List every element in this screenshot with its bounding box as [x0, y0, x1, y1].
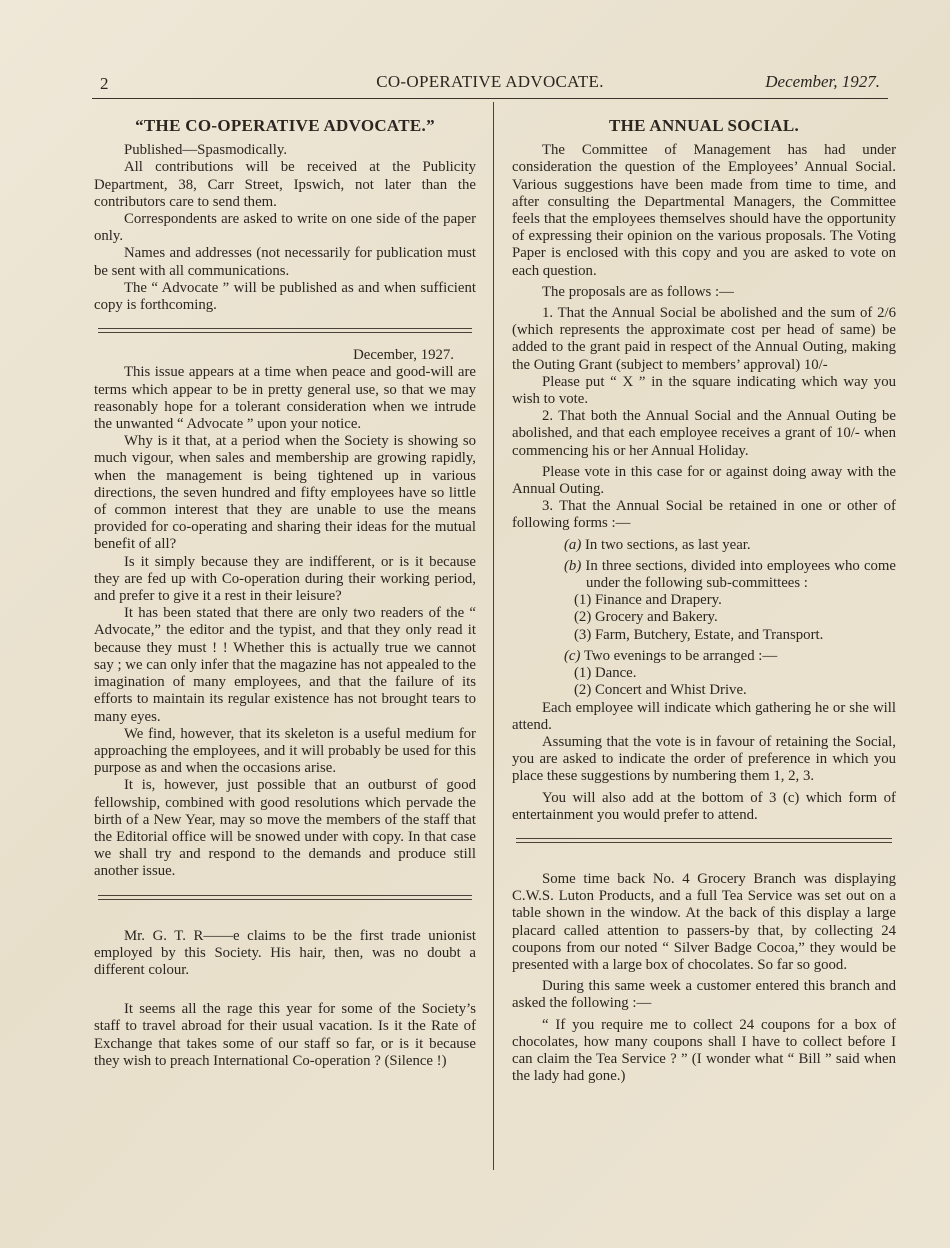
publication-title: CO-OPERATIVE ADVOCATE. [376, 72, 604, 91]
social-intro: The Committee of Management has had under consideration the question of the Employees’ Annual Social. Various suggestions have been made from time to time, and after consulting the Departmental Managers, the Committee feels that the employees themselves should have the opportunity of expressing their opinion on the various proposals. The Voting Paper is enclosed with this copy and you are asked to vote on each question. [512, 142, 896, 279]
annual-social-title: THE ANNUAL SOCIAL. [608, 116, 800, 135]
option-b-item: (2) Grocery and Bakery. [574, 609, 718, 626]
section-divider [98, 328, 472, 333]
proposal-2-note: Please vote in this case for or against doing away with the Annual Outing. [512, 463, 896, 498]
story-quote: “ If you require me to collect 24 coupons for a box of chocolates, how many coupons shall I have to collect before I can claim the Tea Service ? ” (I wonder what “ Bill ” said when the lady had gone.) [512, 1016, 896, 1085]
proposal-1: 1. That the Annual Social be abolished and the sum of 2/6 (which represents the approximate cost per head of same) be added to the grant paid in respect of the Annual Outing, making the Outing Grant (subject to members’ approval) 10/- [512, 305, 896, 373]
page-header [92, 68, 888, 99]
masthead-contributions: All contributions will be received at the Publicity Department, 38, Carr Street, Ipswich, not later than the contributors care to send them. [94, 159, 476, 210]
proposal-3: 3. That the Annual Social be retained in one or other of following forms :— [512, 498, 896, 532]
add-entertainment: You will also add at the bottom of 3 (c) which form of entertainment you would prefer to attend. [512, 789, 896, 823]
editorial-paragraph: This issue appears at a time when peace and good-will are terms which appear to be in pretty general use, so that we may reasonably hope for a tolerant consideration when we intrude the unwanted “ Advocate ” upon your notice. [94, 364, 476, 433]
story-display: Some time back No. 4 Grocery Branch was displaying C.W.S. Luton Products, and a full Tea Service was set out on a table shown in the window. At the back of this display a large placard called attention to passers-by that, by collecting 24 coupons from our noted “ Silver Badge Cocoa,” they would be presented with a large box of chocolates. So far so good. [512, 870, 896, 973]
option-a: (a) In two sections, as last year. [564, 536, 751, 553]
editorial-paragraph: It has been stated that there are only two readers of the “ Advocate,” the editor and the typist, and that they only read it because they must ! ! Whether this is actually true we cannot say ; we can only infer that the magazine has not appealed to the imagination of many employees, and that the failure of its efforts to maintain its regular existence has not brought tears to many eyes. [94, 605, 476, 725]
editorial-date: December, 1927. [353, 347, 454, 364]
option-c-item: (2) Concert and Whist Drive. [574, 682, 747, 699]
assuming-vote: Assuming that the vote is in favour of retaining the Social, you are asked to indicate the order of preference in which you place these suggestions by numbering them 1, 2, 3. [512, 733, 896, 785]
page-number: 2 [100, 74, 109, 93]
option-c: (c) Two evenings to be arranged :— [564, 647, 778, 664]
option-b: (b) In three sections, divided into employees who come under the following sub-committees : [564, 557, 896, 592]
masthead-correspondents: Correspondents are asked to write on one side of the paper only. [94, 211, 476, 245]
section-divider [516, 838, 892, 843]
masthead-names: Names and addresses (not necessarily for publication must be sent with all communications. [94, 245, 476, 279]
editorial-paragraph: Is it simply because they are indifferent, or is it because they are fed up with Co-operation during their working period, and prefer to give it a rest in their leisure? [94, 553, 476, 605]
each-employee: Each employee will indicate which gathering he or she will attend. [512, 699, 896, 733]
masthead-advocate: The “ Advocate ” will be published as and when sufficient copy is forthcoming. [94, 279, 476, 314]
option-b-item: (3) Farm, Butchery, Estate, and Transport. [574, 626, 824, 643]
right-column [512, 112, 896, 1085]
left-column [94, 112, 476, 1070]
column-divider [493, 102, 494, 1170]
proposal-1-note: Please put “ X ” in the square indicating which way you wish to vote. [512, 373, 896, 408]
editorial-paragraph: We find, however, that its skeleton is a useful medium for approaching the employees, and it will probably be used for this purpose as and when the occasions arise. [94, 725, 476, 777]
masthead-title: “THE CO-OPERATIVE ADVOCATE.” [135, 116, 435, 135]
story-customer: During this same week a customer entered this branch and asked the following :— [512, 978, 896, 1012]
masthead-published: Published—Spasmodically. [124, 142, 288, 159]
editorial-paragraph: It is, however, just possible that an outburst of good fellowship, combined with good resolutions which pervade the birth of a New Year, may so move the members of the staff that the Editorial office will be snowed under with copy. In that case we shall try and respond to the demands and produce still another issue. [94, 777, 476, 880]
note-travel-abroad: It seems all the rage this year for some of the Society’s staff to travel abroad for their usual vacation. Is it the Rate of Exchange that takes some of our staff so far, or is it because they wish to preach International Co-operation ? (Silence !) [94, 1001, 476, 1069]
option-c-item: (1) Dance. [574, 665, 637, 682]
editorial-paragraph: Why is it that, at a period when the Society is showing so much vigour, when sales and membership are growing rapidly, when the management is being tightened up in various directions, the seven hundred and fifty employees have so little of common interest that they are unable to use the means provided for co-operating and sharing their ideas for the mutual benefit of all? [94, 433, 476, 553]
section-divider [98, 895, 472, 900]
option-b-item: (1) Finance and Drapery. [574, 592, 722, 609]
note-trade-unionist: Mr. G. T. R——e claims to be the first trade unionist employed by this Society. His hair, then, was no doubt a different colour. [94, 927, 476, 978]
proposal-2: 2. That both the Annual Social and the Annual Outing be abolished, and that each employee receives a grant of 10/- when commencing his or her Annual Holiday. [512, 408, 896, 459]
proposals-intro: The proposals are as follows :— [542, 283, 734, 300]
issue-date: December, 1927. [765, 72, 880, 91]
